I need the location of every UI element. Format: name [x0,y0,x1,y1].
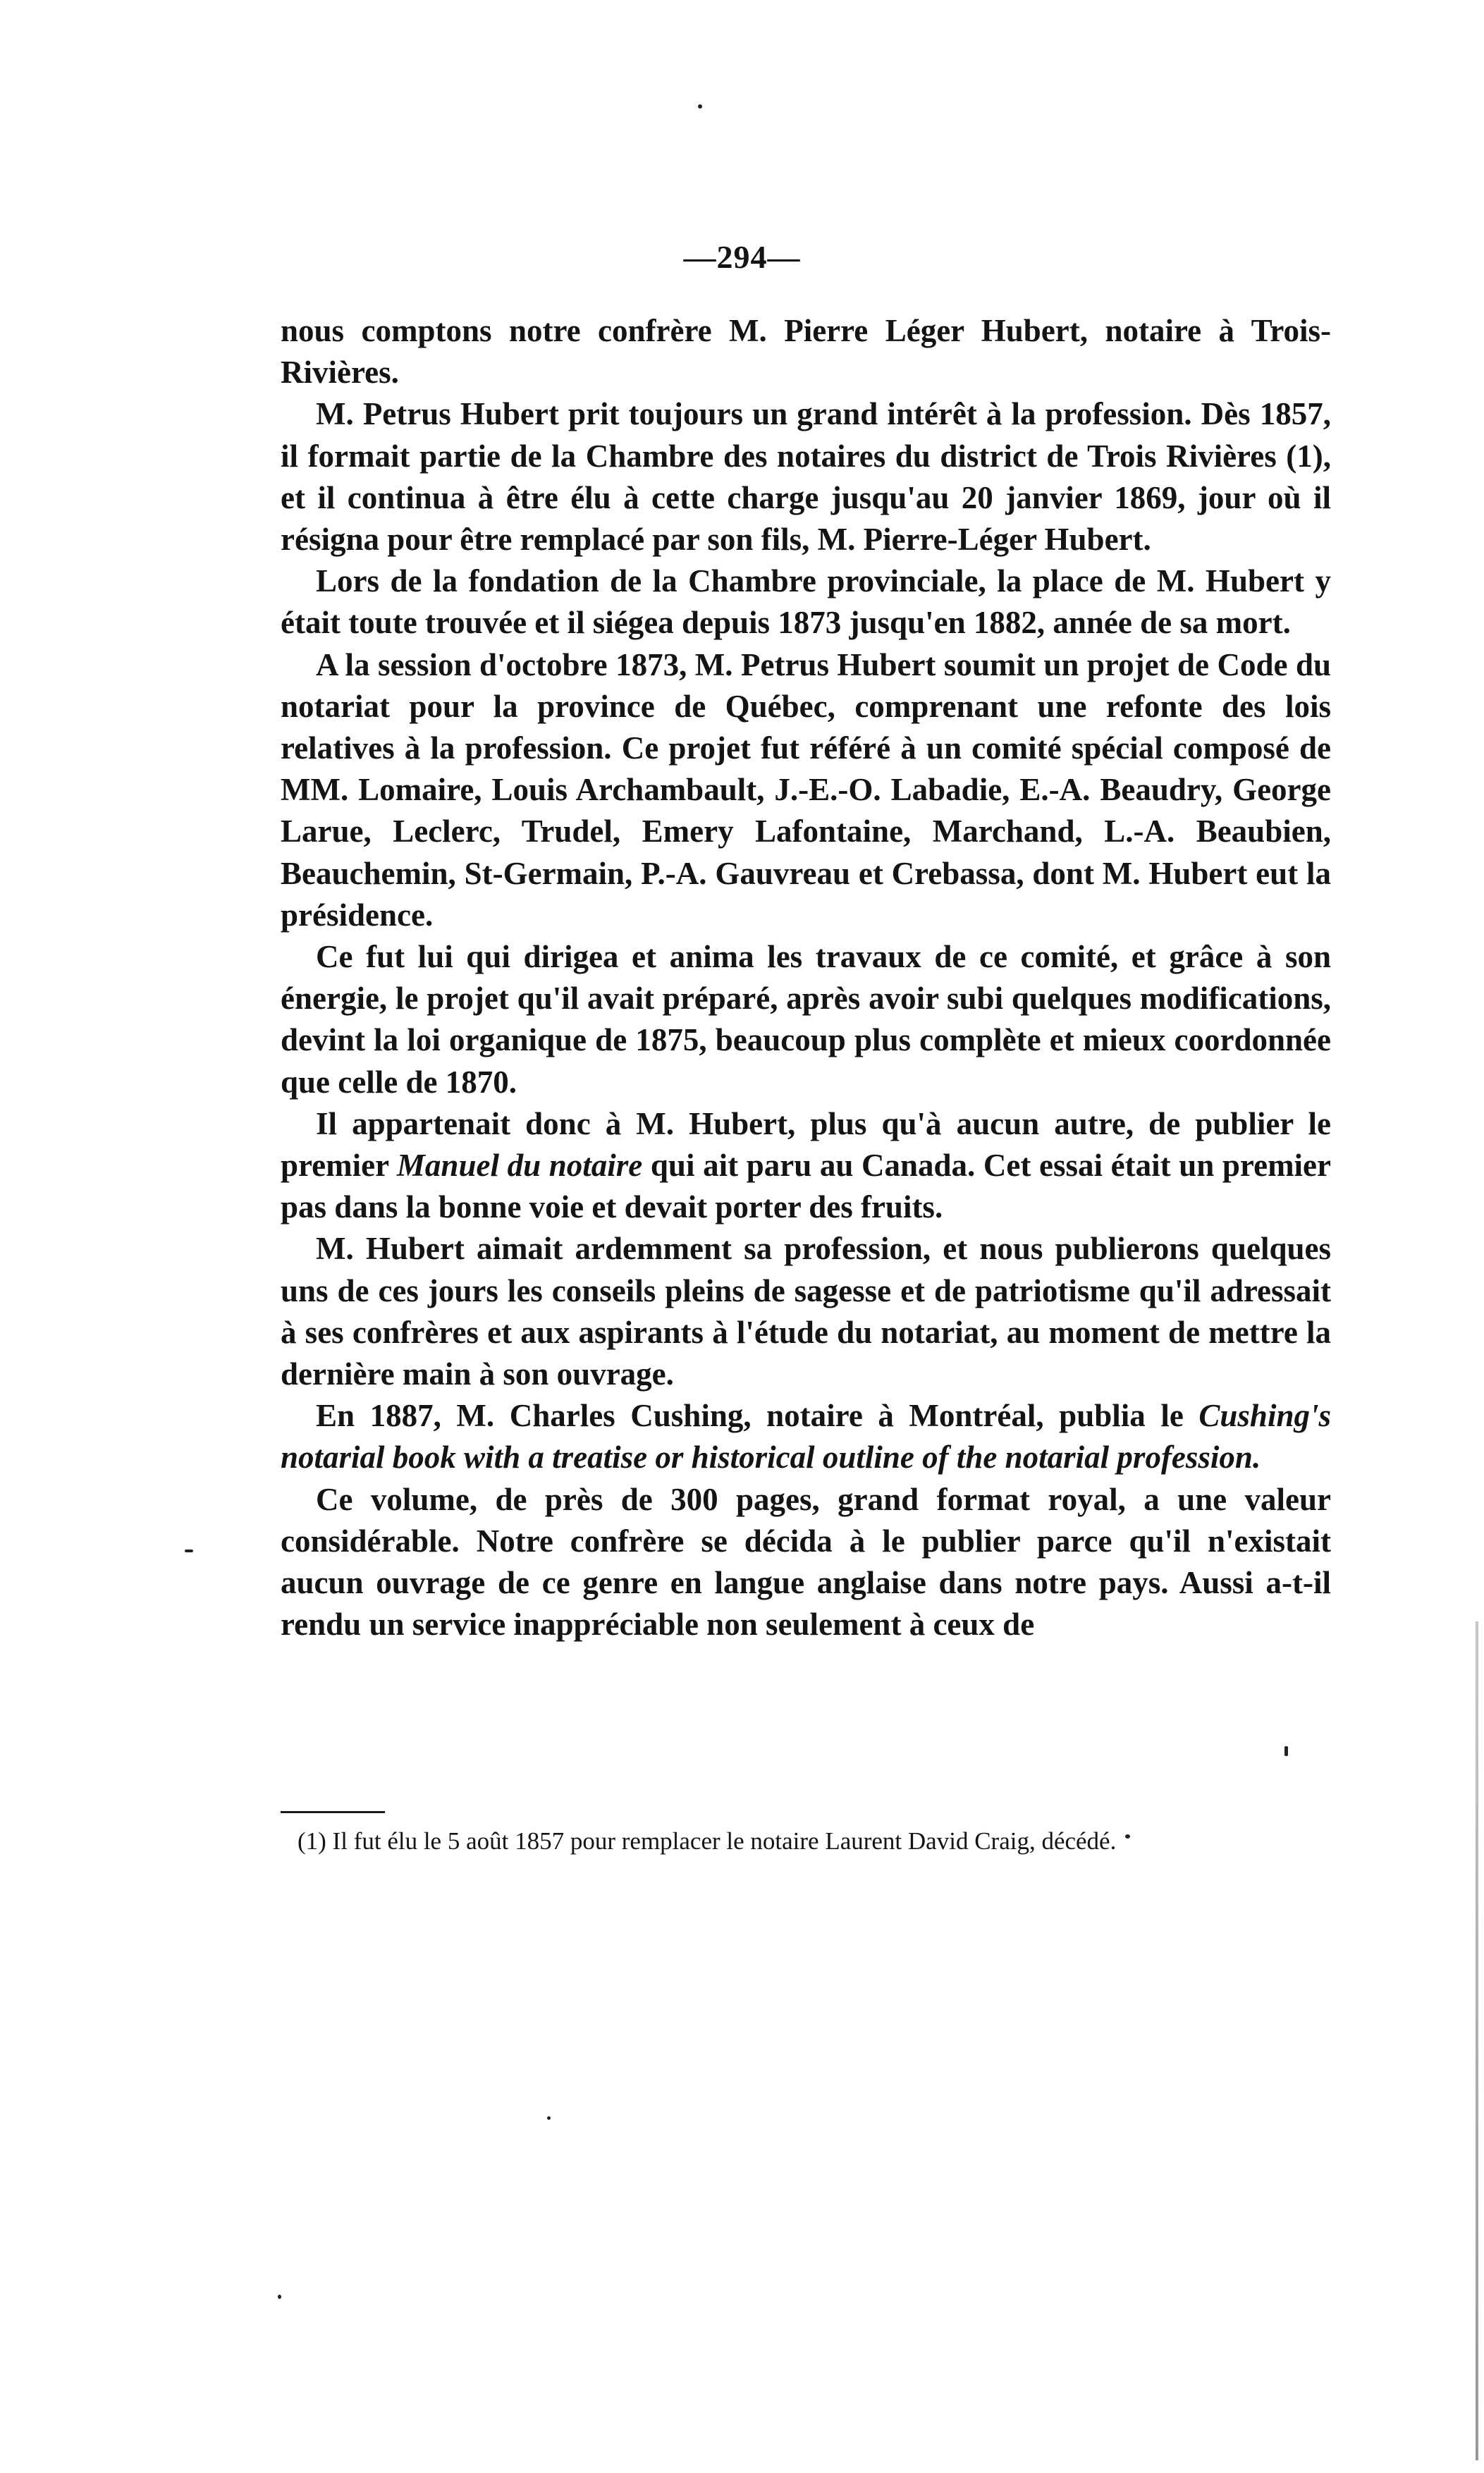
paragraph-text: Lors de la fondation de la Chambre provinciale, la place de M. Hubert y était toute trouvée et il siégea depuis 1873 jusqu'en 1882, année de sa mort. [281,563,1331,641]
paragraph-text: M. Petrus Hubert prit toujours un grand intérêt à la profession. Dès 1857, il formait partie de la Chambre des notaires du district de Trois Rivières (1), et il continua à être élu à cette charge jusqu'au 20 janvier 1869, jour où il résigna pour être remplacé par son fils, M. Pierre-Léger Hubert. [281,396,1331,558]
scan-speck [185,1550,193,1552]
footnote: (1) Il fut élu le 5 août 1857 pour remplacer le notaire Laurent David Craig, décédé. [298,1827,1117,1855]
paragraph-text: A la session d'octobre 1873, M. Petrus Hubert soumit un projet de Code du notariat pour la province de Québec, comprenant une refonte des lois relatives à la profession. Ce projet fut référé à un comité spécial composé de MM. Lomaire, Louis Archambault, J.-E.-O. Labadie, E.-A. Beaudry, George Larue, Leclerc, Trudel, Emery Lafontaine, Marchand, L.-A. Beaubien, Beauchemin, St-Germain, P.-A. Gauvreau et Crebassa, dont M. Hubert eut la présidence. [281,646,1331,933]
paragraph [281,393,1331,560]
paragraph [281,560,1331,644]
paragraph [281,936,1331,1103]
body-text [281,310,1331,1646]
scan-edge-shadow [1476,1621,1478,2460]
paragraph-text: Il appartenait donc à M. Hubert, plus qu'à aucun autre, de publier le premier [281,1105,1331,1184]
paragraph-text: Ce volume, de près de 300 pages, grand format royal, a une valeur considérable. Notre confrère se décida à le publier parce qu'il n'existait aucun ouvrage de ce genre en langue anglaise dans notre pays. Aussi a-t-il rendu un service inappréciable non seulement à ceux de [281,1481,1331,1643]
paragraph [281,644,1331,936]
footnote-rule [281,1811,385,1813]
paragraph [281,1228,1331,1395]
paragraph-text: qui ait paru au Canada. Cet essai était un premier pas dans la bonne voie et devait porter des fruits. [281,1148,1332,1225]
paragraph [281,310,1331,393]
page-number: —294— [683,239,801,275]
scan-speck [1284,1746,1288,1756]
scan-speck [547,2116,551,2120]
paragraph [281,1103,1331,1229]
paragraph [281,1479,1331,1646]
book-title: Cushing's notarial book with a treatise or historical outline of the notarial profession. [281,1398,1331,1475]
paragraph-text: En 1887, M. Charles Cushing, notaire à Montréal, publia le [316,1398,1199,1434]
scan-speck [698,104,702,109]
paragraph-text: Ce fut lui qui dirigea et anima les travaux de ce comité, et grâce à son énergie, le projet qu'il avait préparé, après avoir subi quelques modifications, devint la loi organique de 1875, beaucoup plus complète et mieux coordonnée que celle de 1870. [281,939,1331,1100]
paragraph-text: nous comptons notre confrère M. Pierre Léger Hubert, notaire à Trois-Rivières. [281,313,1331,391]
book-title: Manuel du notaire [396,1148,643,1184]
scan-speck [278,2295,281,2299]
paragraph-text: M. Hubert aimait ardemment sa profession, et nous publierons quelques uns de ces jours les conseils pleins de sagesse et de patriotisme qu'il adressait à ses confrères et aux aspirants à l'étude du notariat, au moment de mettre la dernière main à son ouvrage. [281,1231,1331,1392]
paragraph [281,1395,1331,1478]
